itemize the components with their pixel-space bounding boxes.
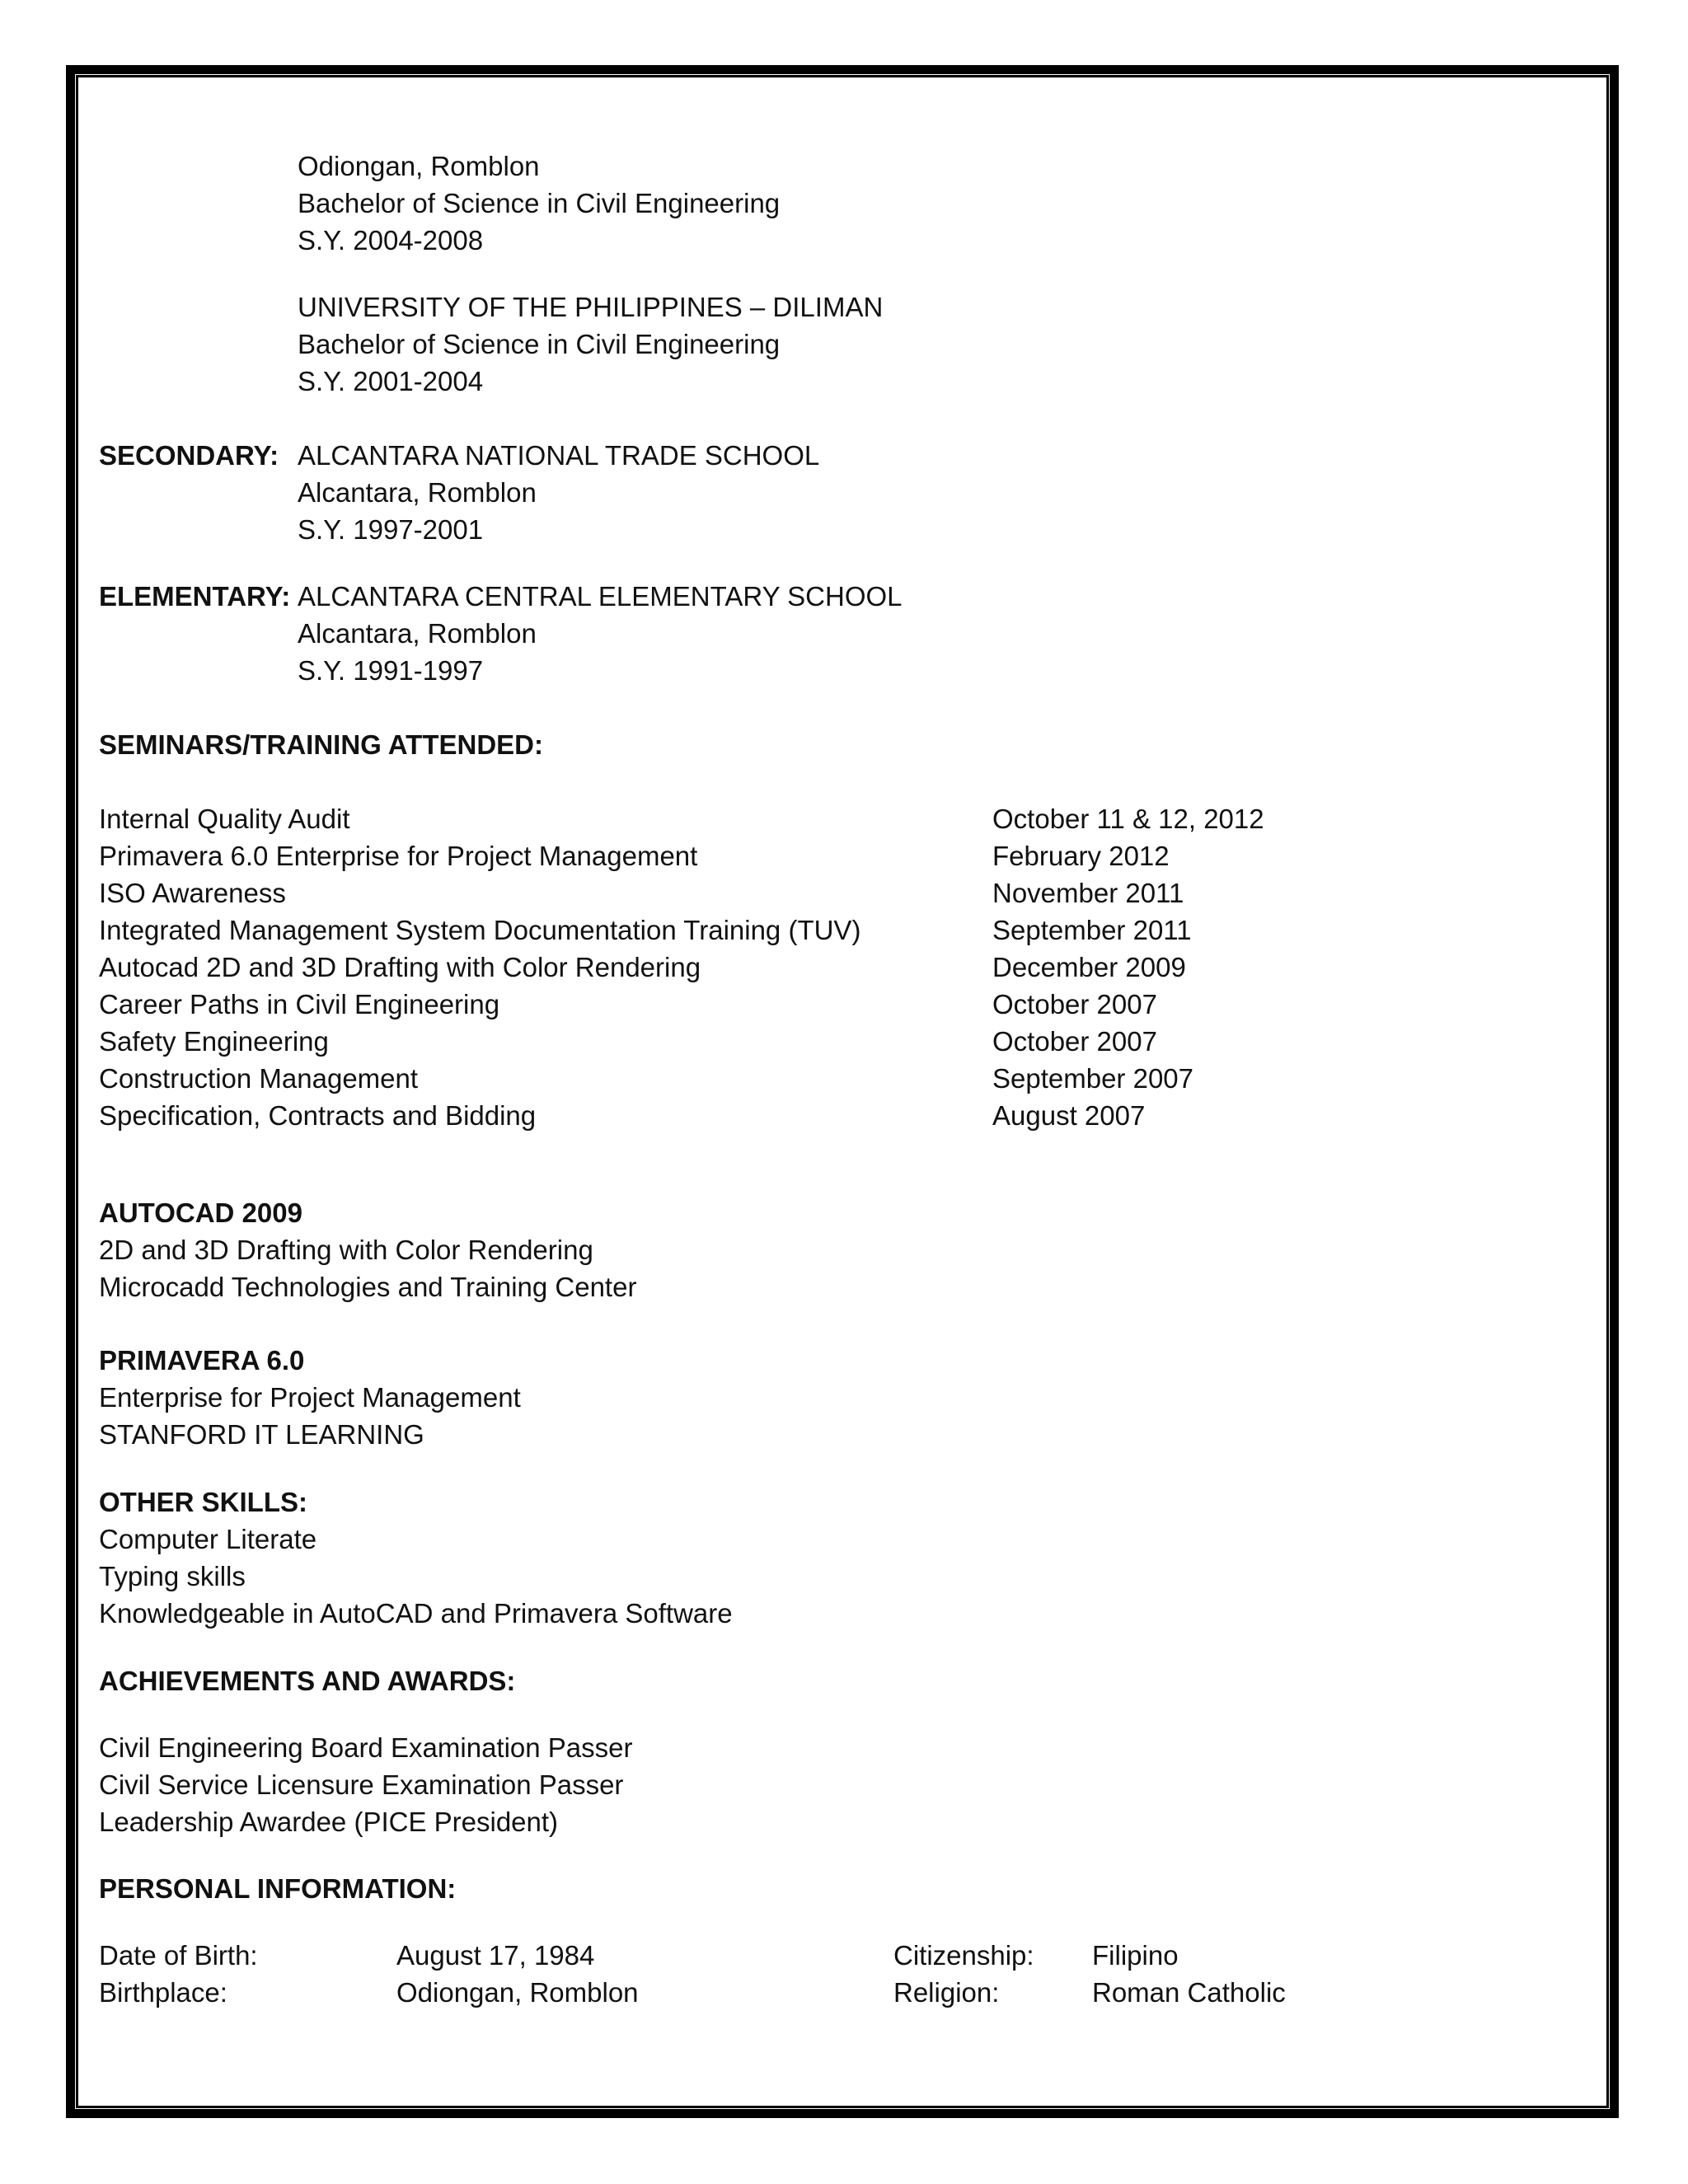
skill-item: Typing skills xyxy=(99,1561,246,1591)
seminar-title: ISO Awareness xyxy=(99,878,286,908)
elementary-year: S.Y. 1991-1997 xyxy=(298,655,484,686)
seminar-title: Internal Quality Audit xyxy=(99,804,350,834)
primavera-heading: PRIMAVERA 6.0 xyxy=(99,1345,305,1376)
achievement-item: Civil Service Licensure Examination Passer xyxy=(99,1769,624,1800)
citizenship-value: Filipino xyxy=(1092,1940,1179,1971)
secondary-school: ALCANTARA NATIONAL TRADE SCHOOL xyxy=(298,440,820,471)
primavera-line-1: Enterprise for Project Management xyxy=(99,1382,521,1413)
religion-label: Religion: xyxy=(893,1977,1000,2008)
tertiary-2-school: UNIVERSITY OF THE PHILIPPINES – DILIMAN xyxy=(298,292,884,322)
achievements-heading: ACHIEVEMENTS AND AWARDS: xyxy=(99,1666,516,1696)
seminar-date: October 2007 xyxy=(992,1026,1157,1057)
secondary-location: Alcantara, Romblon xyxy=(298,477,537,508)
birthplace-label: Birthplace: xyxy=(99,1977,227,2008)
elementary-school: ALCANTARA CENTRAL ELEMENTARY SCHOOL xyxy=(298,581,903,612)
other-skills-heading: OTHER SKILLS: xyxy=(99,1487,307,1517)
dob-label: Date of Birth: xyxy=(99,1940,258,1971)
seminars-heading: SEMINARS/TRAINING ATTENDED: xyxy=(99,729,543,760)
religion-value: Roman Catholic xyxy=(1092,1977,1286,2008)
seminar-title: Career Paths in Civil Engineering xyxy=(99,989,500,1019)
tertiary-1-year: S.Y. 2004-2008 xyxy=(298,225,484,255)
seminar-date: September 2007 xyxy=(992,1063,1194,1094)
citizenship-label: Citizenship: xyxy=(893,1940,1034,1971)
elementary-label: ELEMENTARY: xyxy=(99,581,291,612)
seminar-date: August 2007 xyxy=(992,1100,1146,1131)
achievement-item: Civil Engineering Board Examination Passer xyxy=(99,1732,633,1763)
achievement-item: Leadership Awardee (PICE President) xyxy=(99,1807,559,1837)
tertiary-2-degree: Bachelor of Science in Civil Engineering xyxy=(298,329,781,359)
seminar-date: February 2012 xyxy=(992,841,1170,871)
seminar-title: Autocad 2D and 3D Drafting with Color Rendering xyxy=(99,952,701,982)
seminar-title: Safety Engineering xyxy=(99,1026,329,1057)
tertiary-1-location: Odiongan, Romblon xyxy=(298,151,540,181)
seminar-date: November 2011 xyxy=(992,878,1184,908)
seminar-title: Primavera 6.0 Enterprise for Project Management xyxy=(99,841,698,871)
autocad-heading: AUTOCAD 2009 xyxy=(99,1197,302,1228)
skill-item: Knowledgeable in AutoCAD and Primavera Software xyxy=(99,1598,733,1629)
seminar-title: Specification, Contracts and Bidding xyxy=(99,1100,537,1131)
seminar-title: Construction Management xyxy=(99,1063,419,1094)
secondary-label: SECONDARY: xyxy=(99,440,279,471)
autocad-line-2: Microcadd Technologies and Training Center xyxy=(99,1272,637,1302)
primavera-line-2: STANFORD IT LEARNING xyxy=(99,1419,424,1450)
elementary-location: Alcantara, Romblon xyxy=(298,618,537,649)
autocad-line-1: 2D and 3D Drafting with Color Rendering xyxy=(99,1235,593,1265)
skill-item: Computer Literate xyxy=(99,1524,317,1554)
dob-value: August 17, 1984 xyxy=(396,1940,595,1971)
secondary-year: S.Y. 1997-2001 xyxy=(298,514,484,545)
tertiary-1-degree: Bachelor of Science in Civil Engineering xyxy=(298,188,781,218)
seminar-date: December 2009 xyxy=(992,952,1186,982)
seminar-title: Integrated Management System Documentation Training (TUV) xyxy=(99,915,861,945)
tertiary-2-year: S.Y. 2001-2004 xyxy=(298,366,484,396)
seminar-date: September 2011 xyxy=(992,915,1192,945)
personal-heading: PERSONAL INFORMATION: xyxy=(99,1873,457,1904)
birthplace-value: Odiongan, Romblon xyxy=(396,1977,639,2008)
seminar-date: October 11 & 12, 2012 xyxy=(992,804,1264,834)
seminar-date: October 2007 xyxy=(992,989,1157,1019)
